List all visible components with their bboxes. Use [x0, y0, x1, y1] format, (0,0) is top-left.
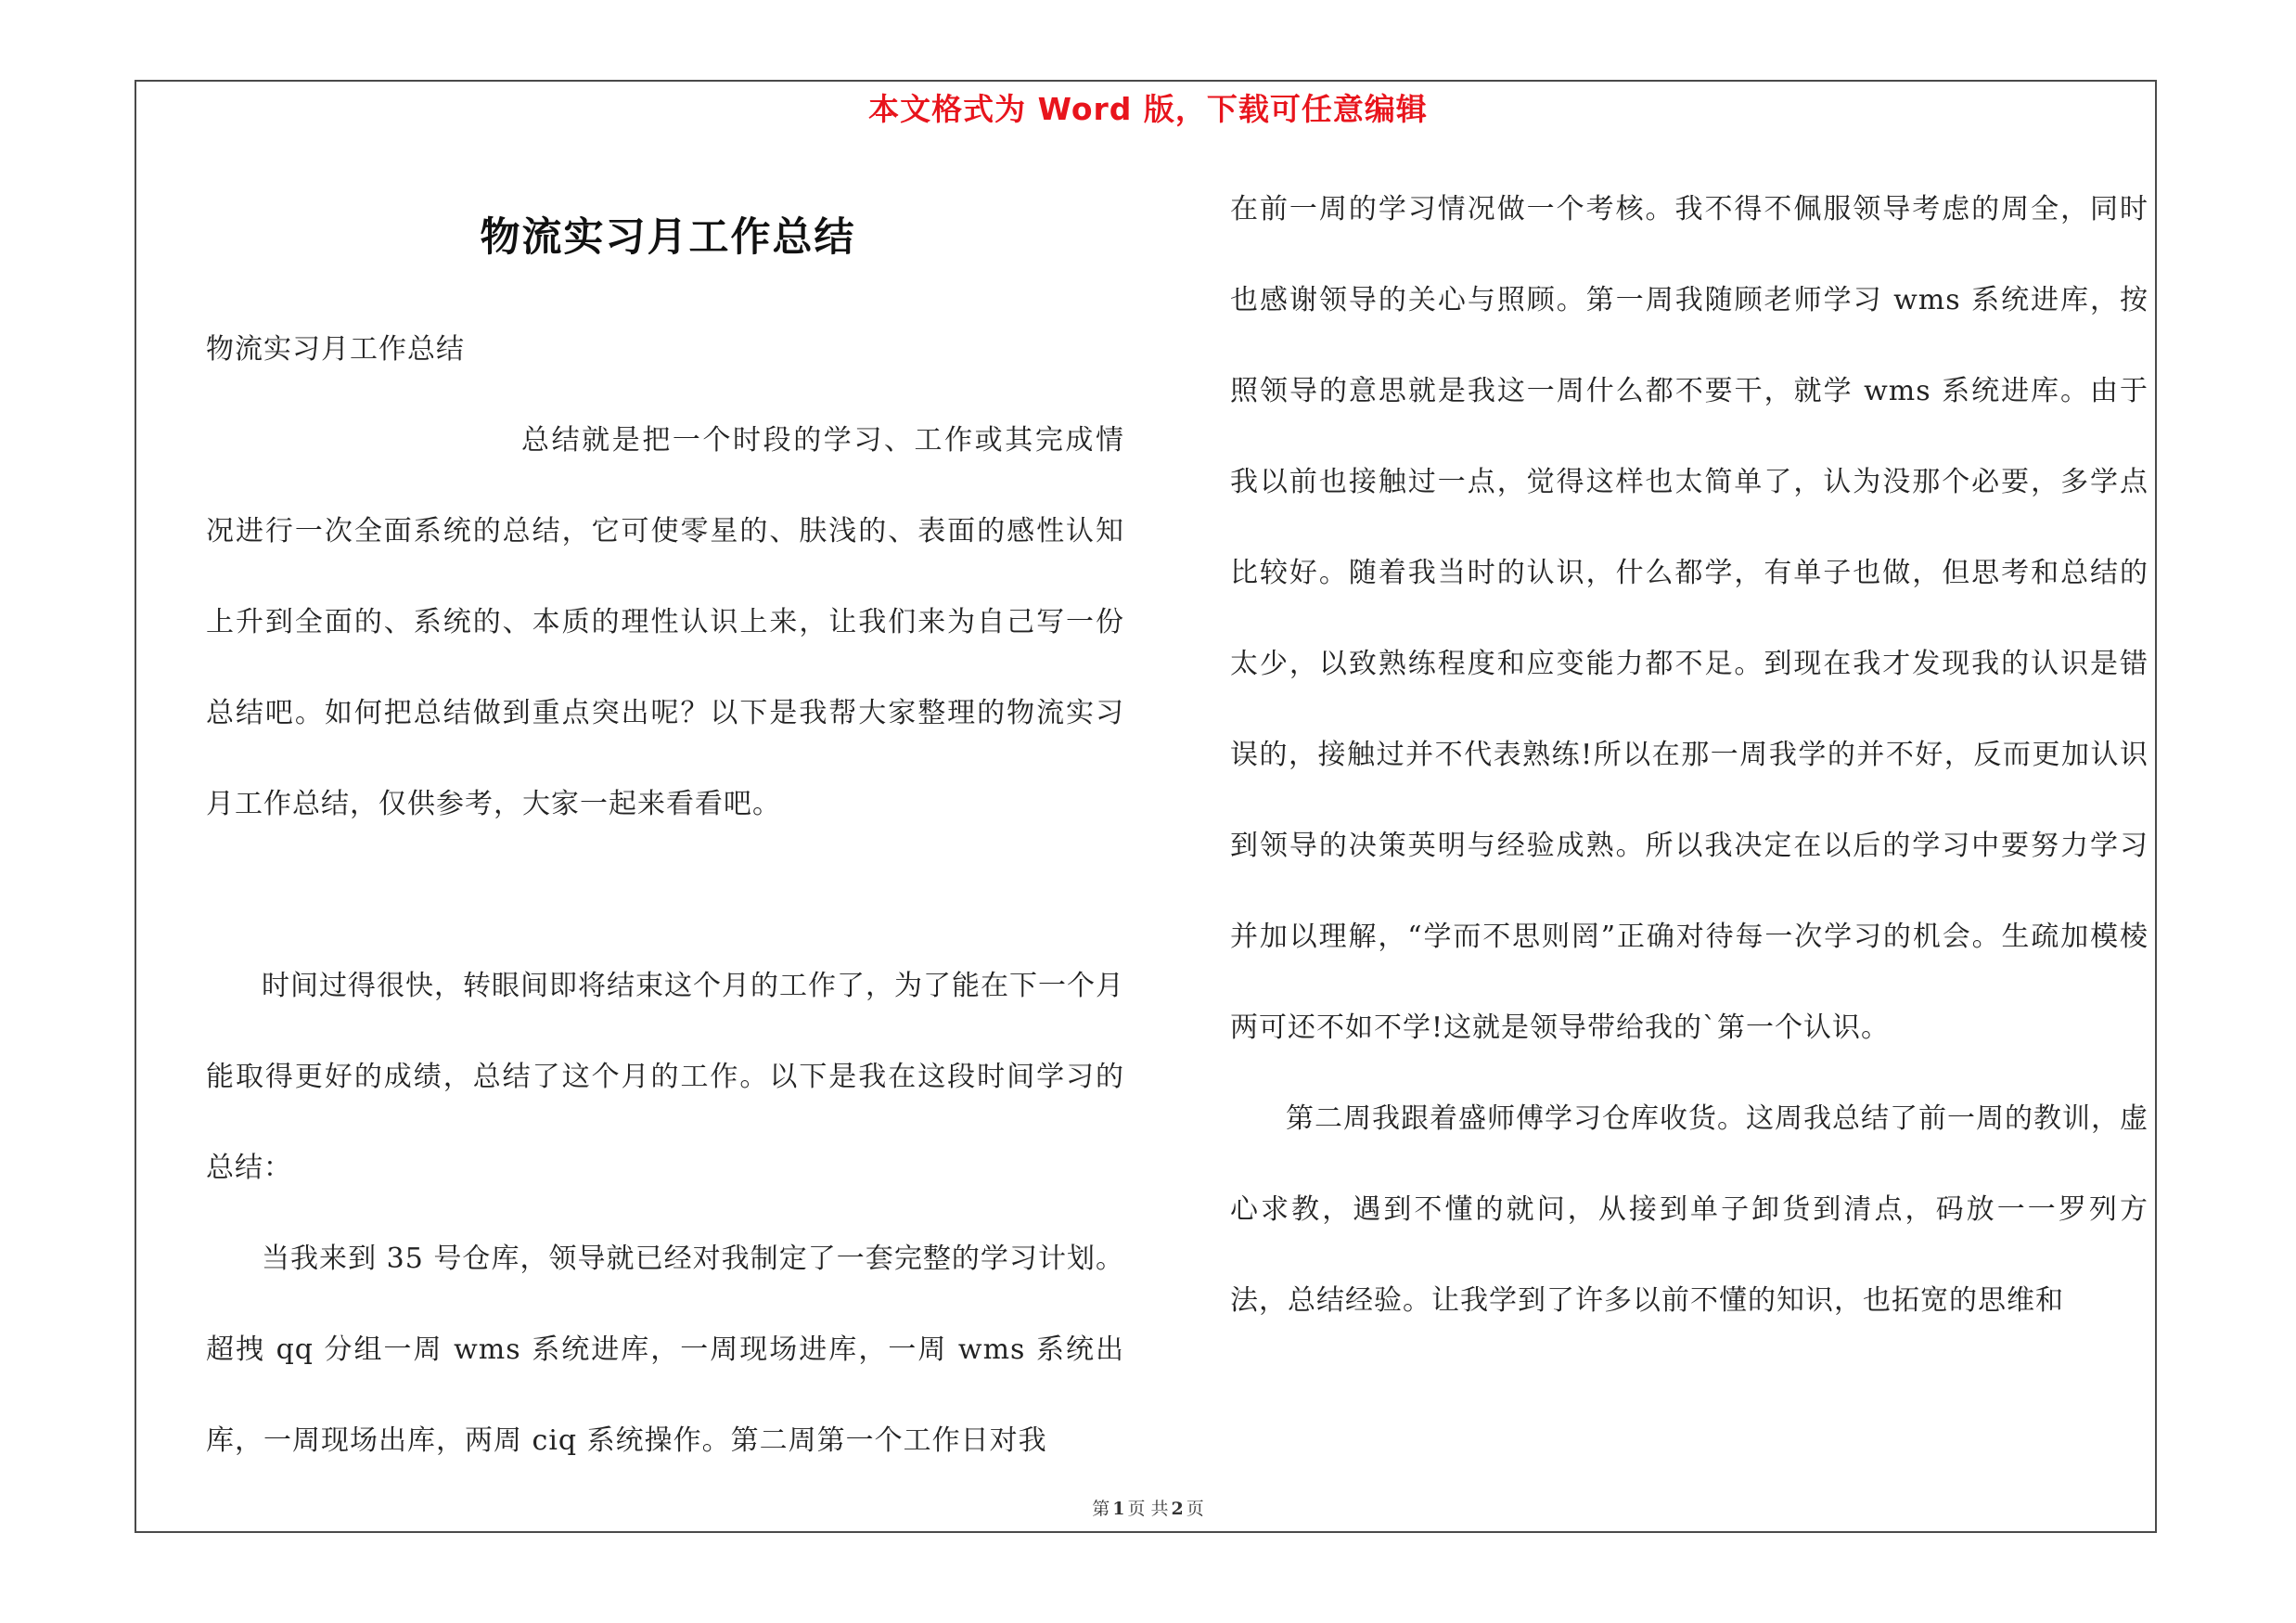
body-paragraph: 第二周我跟着盛师傅学习仓库收货。这周我总结了前一周的教训，虚心求教，遇到不懂的就问，从接到单子卸货到清点，码放一一罗列方法，总结经验。让我学到了许多以前不懂的知识，也拓宽的思维和	[1230, 1102, 2148, 1317]
subtitle-paragraph: 物流实习月工作总结	[206, 333, 465, 366]
document-title: 物流实习月工作总结	[480, 214, 856, 261]
body-paragraph: 时间过得很快，转眼间即将结束这个月的工作了，为了能在下一个月能取得更好的成绩，总结了这个月的工作。以下是我在这段时间学习的总结：	[206, 970, 1124, 1184]
page-number-footer: 第 1 页 共 2 页	[1092, 1499, 1204, 1519]
word-format-banner: 本文格式为 Word 版，下载可任意编辑	[868, 91, 1428, 127]
intro-paragraph: 总结就是把一个时段的学习、工作或其完成情况进行一次全面系统的总结，它可使零星的、肤浅的、表面的感性认知上升到全面的、系统的、本质的理性认识上来，让我们来为自己写一份总结吧。如何把总结做到重点突出呢？以下是我帮大家整理的物流实习月工作总结，仅供参考，大家一起来看看吧。	[206, 424, 1124, 820]
left-column	[206, 304, 1124, 1487]
current-page-number: 1	[1112, 1499, 1125, 1519]
right-column	[1230, 164, 2148, 1346]
paragraph-gap	[206, 850, 1124, 941]
total-page-count: 2	[1171, 1499, 1184, 1519]
body-paragraph-continued: 在前一周的学习情况做一个考核。我不得不佩服领导考虑的周全，同时也感谢领导的关心与照顾。第一周我随顾老师学习 wms 系统进库，按照领导的意思就是我这一周什么都不要干，就学 wms 系统进库。由于我以前也接触过一点，觉得这样也太简单了，认为没那个必要，多学点比较好。随着我当时的认识，什么都学，有单子也做，但思考和总结的太少，以致熟练程度和应变能力都不足。到现在我才发现我的认识是错误的，接触过并不代表熟练!所以在那一周我学的并不好，反而更加认识到领导的决策英明与经验成熟。所以我决定在以后的学习中要努力学习并加以理解，“学而不思则罔”正确对待每一次学习的机会。生疏加模棱两可还不如不学!这就是领导带给我的`第一个认识。	[1230, 193, 2148, 1044]
body-paragraph: 当我来到 35 号仓库，领导就已经对我制定了一套完整的学习计划。超拽 qq 分组一周 wms 系统进库，一周现场进库，一周 wms 系统出库，一周现场出库，两周 ciq 系统操作。第二周第一个工作日对我	[206, 1243, 1124, 1457]
